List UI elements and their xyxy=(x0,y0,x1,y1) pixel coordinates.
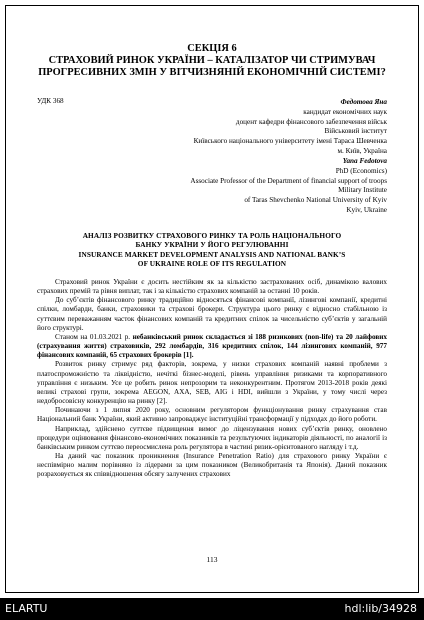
author-ua-city: м. Київ, Україна xyxy=(337,146,387,155)
author-block-en xyxy=(190,157,387,216)
footer-repository: ELARTU xyxy=(5,602,48,615)
paragraph-6: Наприклад, здійснено суттєве підвищення вимог до ліцензування нових суб’єктів ринку, оновлено процедури оцінювання фінансово-економічних показників та результуючих індикаторів діяльності, по аналогії із банківським ринком суттєво переосмислена роль регулятора в частині ризик-орієнтованого нагляду і т.д. xyxy=(37,424,387,451)
author-name-ua: Федотова Яна xyxy=(340,98,387,106)
paragraph-3 xyxy=(37,333,387,360)
author-block-ua xyxy=(194,98,387,157)
paragraph-4: Розвиток ринку стримує ряд факторів, зокрема, у низки страхових компаній наявні проблеми з платоспроможністю та ліквідністю, нечіткі бізнес-моделі, рівень управління ризиками та корпоративного управління є низьким. Усе це робить ринок непрозорим та неконкурентним. Протягом 2013-2018 років деякі великі страхові групи, зокрема AEGON, AXA, SEB, AIG і HDI, вийшли з України, у тому числі через недобросовісну конкуренцію на ринку [2]. xyxy=(37,360,387,406)
author-en-university: of Taras Shevchenko National University of Kyiv xyxy=(244,196,387,205)
author-ua-position: доцент кафедри фінансового забезпечення військ xyxy=(235,117,387,126)
author-ua-institute: Військовий інститут xyxy=(324,127,387,136)
author-ua-university: Київського національного університету імені Тараса Шевченка xyxy=(193,137,387,146)
section-title-line1: СТРАХОВИЙ РИНОК УКРАЇНИ – КАТАЛІЗАТОР ЧИ СТРИМУВАЧ xyxy=(48,55,376,66)
title-ua-line1: АНАЛІЗ РОЗВИТКУ СТРАХОВОГО РИНКУ ТА РОЛЬ НАЦІОНАЛЬНОГО xyxy=(82,231,342,240)
page-number: 113 xyxy=(206,555,218,564)
author-en-city: Kyiv, Ukraine xyxy=(346,205,387,214)
paragraph-1: Страховий ринок України є досить нестійким як за кількістю застрахованих осіб, динамікою валових страхових премій та рівня виплат, так і за кількістю страхових компаній за останні 10 років. xyxy=(37,278,387,296)
title-en-line2: OF UKRAINE ROLE OF ITS REGULATION xyxy=(137,258,287,268)
section-title-line2: ПРОГРЕСИВНИХ ЗМІН У ВІТЧИЗНЯНІЙ ЕКОНОМІЧНІЙ СИСТЕМІ? xyxy=(38,67,386,78)
author-en-position: Associate Professor of the Department of financial support of troops xyxy=(190,176,387,185)
author-name-en: Yana Fedotova xyxy=(342,157,387,165)
article-title xyxy=(40,231,384,268)
section-number: СЕКЦІЯ 6 xyxy=(187,43,237,54)
udc-code: УДК 368 xyxy=(37,97,64,105)
paragraph-7: На даний час показник проникнення (Insurance Penetration Ratio) для страхового ринку України є неспівмірно малим порівняно із лідерами за цим показником (Великобританія та Японія). Даний показник розраховується як співвідношення обсягу залучених страхових xyxy=(37,451,387,479)
author-ua-degree: кандидат економічних наук xyxy=(303,107,387,116)
title-en-line1: INSURANCE MARKET DEVELOPMENT ANALYSIS AND NATIONAL BANK’S xyxy=(78,249,346,259)
paragraph-3-lead: Станом на 01.03.2021 р. xyxy=(55,332,133,341)
article-body xyxy=(37,278,387,479)
title-ua-line2: БАНКУ УКРАЇНИ У ЙОГО РЕГУЛЮВАННІ xyxy=(135,240,289,250)
author-en-degree: PhD (Economics) xyxy=(335,166,387,175)
author-en-institute: Military Institute xyxy=(338,186,387,195)
footer-bar xyxy=(0,598,424,620)
paragraph-5: Починаючи з 1 липня 2020 року, основним регулятором функціонування ринку страхування став Національний банк України, який активно запроваджує інституційні трансформації у підходах до його роботи. xyxy=(37,406,387,424)
paragraph-2: До суб’єктів фінансового ринку традиційно відносяться фінансові компанії, лізингові компанії, кредитні спілки, ломбарди, банки, страховики та страхові брокери. Структура цього ринку є відносно стабільною із суттєвим переважанням часток фінансових компаній та кредитних спілок за чисельністю суб’єктів у загальній його структурі. xyxy=(37,296,387,332)
footer-handle: hdl:lib/34928 xyxy=(344,602,417,615)
paragraph-3-bold: небанківський ринок складається зі 188 ризикових (non-life) та 20 лайфових (страхування життя) страховиків, 292 ломбардів, 316 кредитних спілок, 144 лізингових компаній, 977 фінансових компаній, 65 страхових брокерів [1]. xyxy=(37,332,387,360)
